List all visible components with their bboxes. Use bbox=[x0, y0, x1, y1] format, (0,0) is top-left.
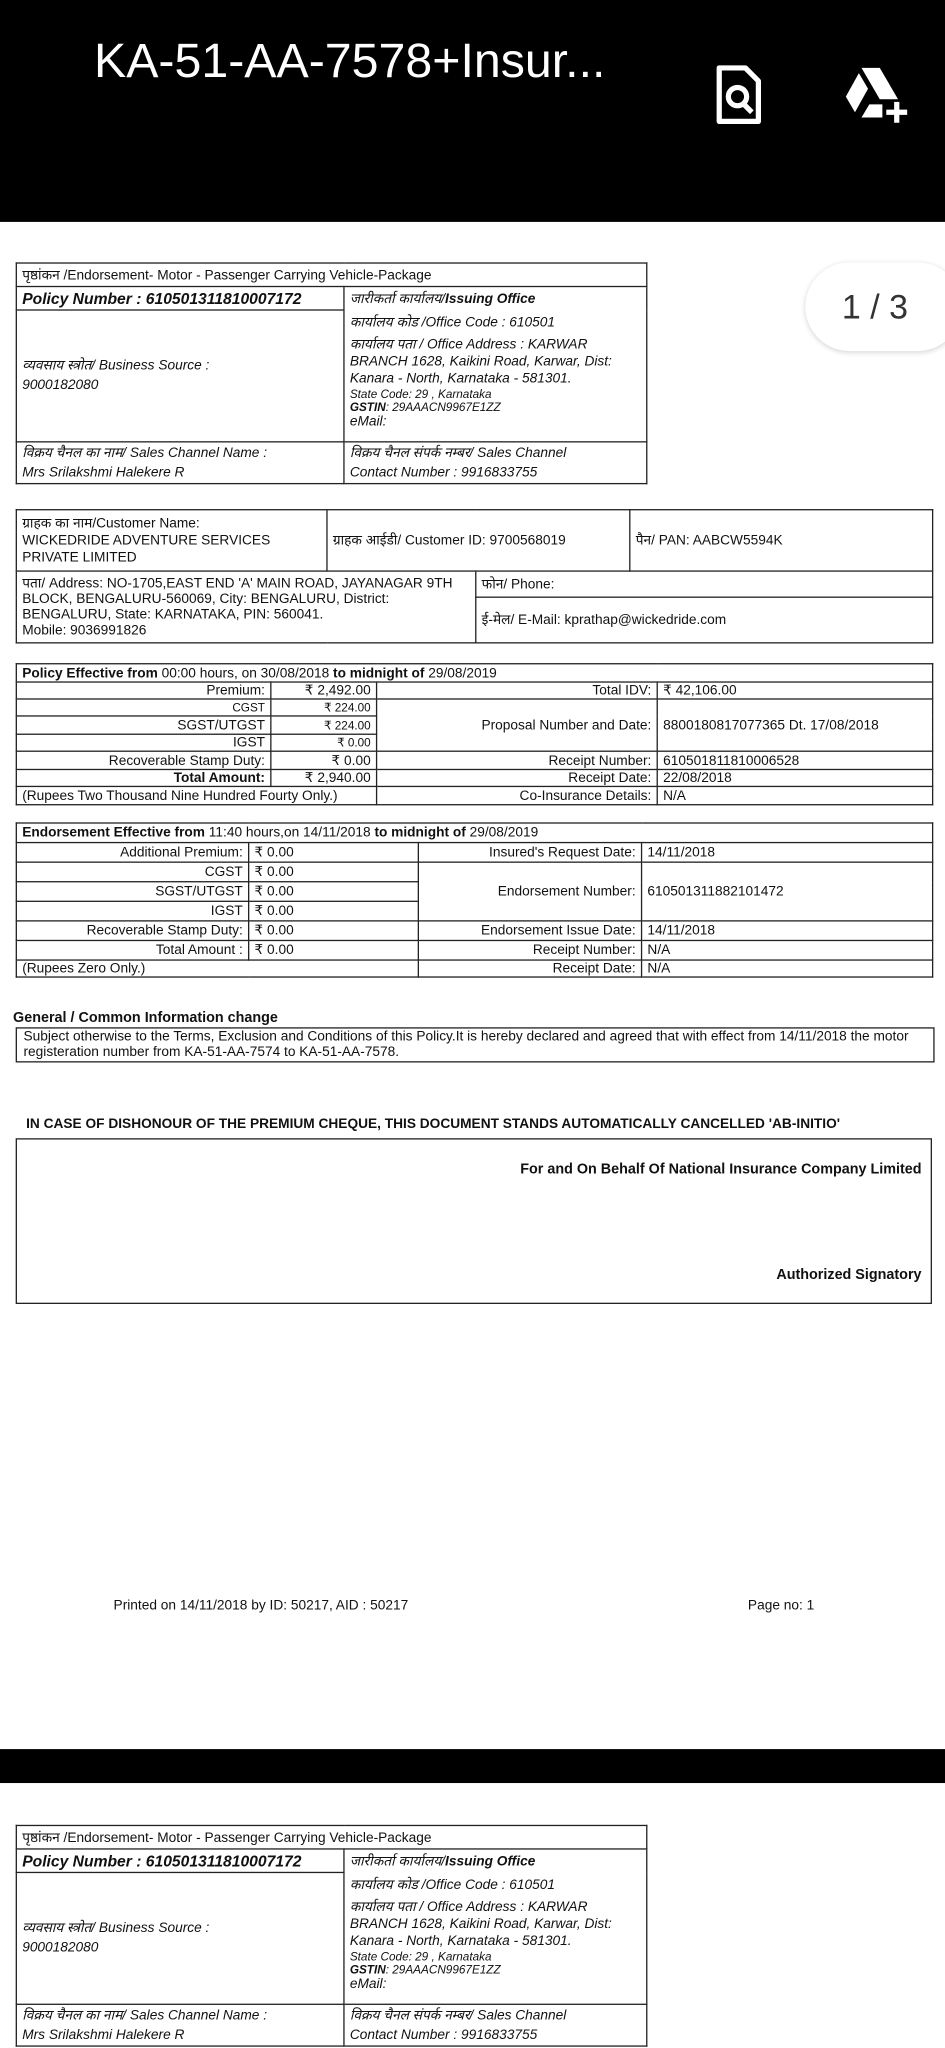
customer-pan: पैन/ PAN: AABCW5594K bbox=[630, 510, 933, 571]
endorsement-effective-to: 29/08/2019 bbox=[465, 824, 539, 841]
endorsement-sgst-value: ₹ 0.00 bbox=[249, 882, 419, 902]
cgst-label: CGST bbox=[16, 699, 271, 716]
general-info-text: Subject otherwise to the Terms, Exclusion and Conditions of this Policy.It is hereby declared and agreed that with effect from 14/11/2018 the motor registeration number from KA-51-AA-7574 to KA-51-AA-7578. bbox=[16, 1027, 935, 1062]
policy-number: Policy Number : 610501311810007172 bbox=[16, 1849, 344, 1872]
proposal-label: Proposal Number and Date: bbox=[377, 699, 658, 751]
issuing-office: Issuing Office bbox=[445, 290, 536, 307]
endorsement-receipt-date: N/A bbox=[642, 960, 933, 977]
idv-value: ₹ 42,106.00 bbox=[657, 682, 932, 699]
office-address: कार्यालय पता / Office Address : KARWAR BRANCH 1628, Kaikini Road, Karwar, Dist: Kanara - North, Karnataka - 581301. bbox=[349, 1898, 612, 1949]
igst-label: IGST bbox=[16, 734, 271, 751]
endorsement-stamp-label: Recoverable Stamp Duty: bbox=[16, 921, 248, 941]
additional-premium-value: ₹ 0.00 bbox=[249, 843, 419, 863]
customer-name: WICKEDRIDE ADVENTURE SERVICES PRIVATE LIMITED bbox=[22, 531, 271, 565]
business-source-label: व्यवसाय स्त्रोत/ Business Source : bbox=[22, 357, 210, 374]
document-title: KA-51-AA-7578+Insur... bbox=[93, 33, 606, 88]
endorsement-receipt-date-label: Receipt Date: bbox=[418, 960, 641, 977]
total-in-words: (Rupees Two Thousand Nine Hundred Fourty Only.) bbox=[16, 786, 376, 804]
idv-label: Total IDV: bbox=[377, 682, 658, 699]
endorsement-sgst-label: SGST/UTGST bbox=[16, 882, 248, 902]
policy-effective-label: Policy Effective from bbox=[22, 665, 158, 681]
request-date: 14/11/2018 bbox=[642, 843, 933, 863]
igst-value: ₹ 0.00 bbox=[271, 734, 377, 751]
endorsement-number-label: Endorsement Number: bbox=[418, 862, 641, 921]
business-source-label: व्यवसाय स्त्रोत/ Business Source : bbox=[22, 1920, 210, 1936]
sales-channel-contact: Contact Number : 9916833755 bbox=[349, 464, 538, 480]
sales-channel-name: Mrs Srilakshmi Halekere R bbox=[22, 2026, 185, 2043]
endorsement-table bbox=[16, 822, 934, 977]
total-label: Total Amount: bbox=[16, 769, 271, 786]
endorsement-igst-value: ₹ 0.00 bbox=[249, 901, 419, 921]
page-number: Page no: 1 bbox=[747, 1597, 815, 1614]
office-email: eMail: bbox=[349, 413, 387, 429]
office-code: कार्यालय कोड /Office Code : 610501 bbox=[349, 313, 555, 330]
office-code: कार्यालय कोड /Office Code : 610501 bbox=[349, 1876, 555, 1893]
sgst-value: ₹ 224.00 bbox=[271, 716, 377, 734]
business-source-value: 9000182080 bbox=[22, 377, 99, 393]
coinsurance-value: N/A bbox=[657, 786, 932, 804]
state-code: State Code: 29 , Karnataka bbox=[349, 1949, 492, 1963]
page-indicator: 1 / 3 bbox=[805, 262, 945, 351]
stamp-label: Recoverable Stamp Duty: bbox=[16, 751, 271, 769]
printed-on: Printed on 14/11/2018 by ID: 50217, AID : 50217 bbox=[113, 1597, 409, 1614]
endorsement-igst-label: IGST bbox=[16, 901, 248, 921]
receipt-date-label: Receipt Date: bbox=[377, 769, 658, 786]
document-search-icon[interactable] bbox=[715, 65, 762, 132]
customer-address: पता/ Address: NO-1705,EAST END 'A' MAIN ROAD, JAYANAGAR 9TH BLOCK, BENGALURU-560069, City: BENGALURU, District: BENGALURU, State: KARNATAKA, PIN: 560041. bbox=[22, 575, 453, 623]
endorsement-total-value: ₹ 0.00 bbox=[249, 940, 419, 960]
endorsement-cgst-label: CGST bbox=[16, 862, 248, 882]
business-source-value: 9000182080 bbox=[22, 1939, 99, 1956]
policy-effective-to: 29/08/2019 bbox=[424, 665, 497, 681]
endorsement-title: पृष्ठांकन /Endorsement- Motor - Passenger Carrying Vehicle-Package bbox=[16, 1825, 646, 1848]
endorsement-title: पृष्ठांकन /Endorsement- Motor - Passenger Carrying Vehicle-Package bbox=[16, 263, 646, 286]
endorsement-receipt-number-label: Receipt Number: bbox=[418, 940, 641, 960]
issue-date-label: Endorsement Issue Date: bbox=[418, 921, 641, 941]
endorsement-effective-label: Endorsement Effective from bbox=[22, 824, 205, 841]
receipt-number: 610501811810006528 bbox=[657, 751, 932, 769]
general-info-title: General / Common Information change bbox=[13, 1010, 278, 1026]
total-value: ₹ 2,940.00 bbox=[271, 769, 377, 786]
page2-policy-header-table bbox=[16, 1825, 648, 2047]
customer-name-label: ग्राहक का नाम/Customer Name: bbox=[22, 514, 200, 531]
endorsement-total-in-words: (Rupees Zero Only.) bbox=[16, 960, 418, 977]
customer-phone: फोन/ Phone: bbox=[476, 571, 933, 597]
endorsement-stamp-value: ₹ 0.00 bbox=[249, 921, 419, 941]
sales-channel-name-label: विक्रय चैनल का नाम/ Sales Channel Name : bbox=[22, 444, 268, 461]
endorsement-receipt-number: N/A bbox=[642, 940, 933, 960]
on-behalf-text: For and On Behalf Of National Insurance Company Limited bbox=[520, 1161, 922, 1178]
endorsement-midnight-label: to midnight of bbox=[374, 824, 466, 841]
endorsement-cgst-value: ₹ 0.00 bbox=[249, 862, 419, 882]
premium-label: Premium: bbox=[16, 682, 271, 699]
customer-id: ग्राहक आईडी/ Customer ID: 9700568019 bbox=[327, 510, 630, 571]
customer-mobile: Mobile: 9036991826 bbox=[22, 622, 147, 639]
gstin-value: : 29AAACN9967E1ZZ bbox=[385, 400, 501, 414]
policy-midnight-label: to midnight of bbox=[333, 665, 425, 681]
gstin-value: : 29AAACN9967E1ZZ bbox=[385, 1962, 501, 1976]
sales-channel-name: Mrs Srilakshmi Halekere R bbox=[22, 464, 185, 480]
cgst-value: ₹ 224.00 bbox=[271, 699, 377, 716]
policy-header-table bbox=[16, 262, 648, 484]
gstin-label: GSTIN bbox=[349, 1962, 386, 1976]
issuing-office-label: जारीकर्ता कार्यालय/ bbox=[349, 1853, 446, 1869]
endorsement-total-label: Total Amount : bbox=[16, 940, 248, 960]
issuing-office: Issuing Office bbox=[445, 1853, 536, 1869]
endorsement-number: 610501311882101472 bbox=[642, 862, 933, 921]
policy-effective-from: 00:00 hours, on 30/08/2018 bbox=[157, 665, 334, 681]
dishonour-notice: IN CASE OF DISHONOUR OF THE PREMIUM CHEQUE, THIS DOCUMENT STANDS AUTOMATICALLY CANCELLED 'AB-INITIO' bbox=[26, 1116, 841, 1132]
policy-premium-table bbox=[16, 663, 934, 805]
premium-value: ₹ 2,492.00 bbox=[271, 682, 377, 699]
sales-channel-name-label: विक्रय चैनल का नाम/ Sales Channel Name : bbox=[22, 2006, 268, 2023]
receipt-number-label: Receipt Number: bbox=[377, 751, 658, 769]
sales-channel-contact-label: विक्रय चैनल संपर्क नम्बर/ Sales Channel bbox=[349, 444, 567, 461]
signature-box bbox=[16, 1138, 932, 1304]
gstin-label: GSTIN bbox=[349, 400, 386, 414]
proposal-value: 8800180817077365 Dt. 17/08/2018 bbox=[657, 699, 932, 751]
office-address: कार्यालय पता / Office Address : KARWAR BRANCH 1628, Kaikini Road, Karwar, Dist: Kanara - North, Karnataka - 581301. bbox=[349, 336, 612, 386]
page-separator bbox=[0, 1749, 945, 1783]
policy-number: Policy Number : 610501311810007172 bbox=[16, 287, 344, 310]
authorized-signatory: Authorized Signatory bbox=[776, 1267, 922, 1284]
receipt-date: 22/08/2018 bbox=[657, 769, 932, 786]
sales-channel-contact: Contact Number : 9916833755 bbox=[349, 2026, 538, 2043]
stamp-value: ₹ 0.00 bbox=[271, 751, 377, 769]
sales-channel-contact-label: विक्रय चैनल संपर्क नम्बर/ Sales Channel bbox=[349, 2006, 567, 2023]
state-code: State Code: 29 , Karnataka bbox=[349, 387, 492, 401]
endorsement-effective-from: 11:40 hours,on 14/11/2018 bbox=[204, 824, 375, 841]
request-date-label: Insured's Request Date: bbox=[418, 843, 641, 863]
customer-table bbox=[16, 509, 934, 643]
issue-date: 14/11/2018 bbox=[642, 921, 933, 941]
office-email: eMail: bbox=[349, 1975, 387, 1992]
additional-premium-label: Additional Premium: bbox=[16, 843, 248, 863]
drive-add-icon[interactable] bbox=[843, 65, 908, 132]
sgst-label: SGST/UTGST bbox=[16, 716, 271, 734]
issuing-office-label: जारीकर्ता कार्यालय/ bbox=[349, 290, 446, 307]
customer-email: ई-मेल/ E-Mail: kprathap@wickedride.com bbox=[476, 597, 933, 643]
coinsurance-label: Co-Insurance Details: bbox=[377, 786, 658, 804]
